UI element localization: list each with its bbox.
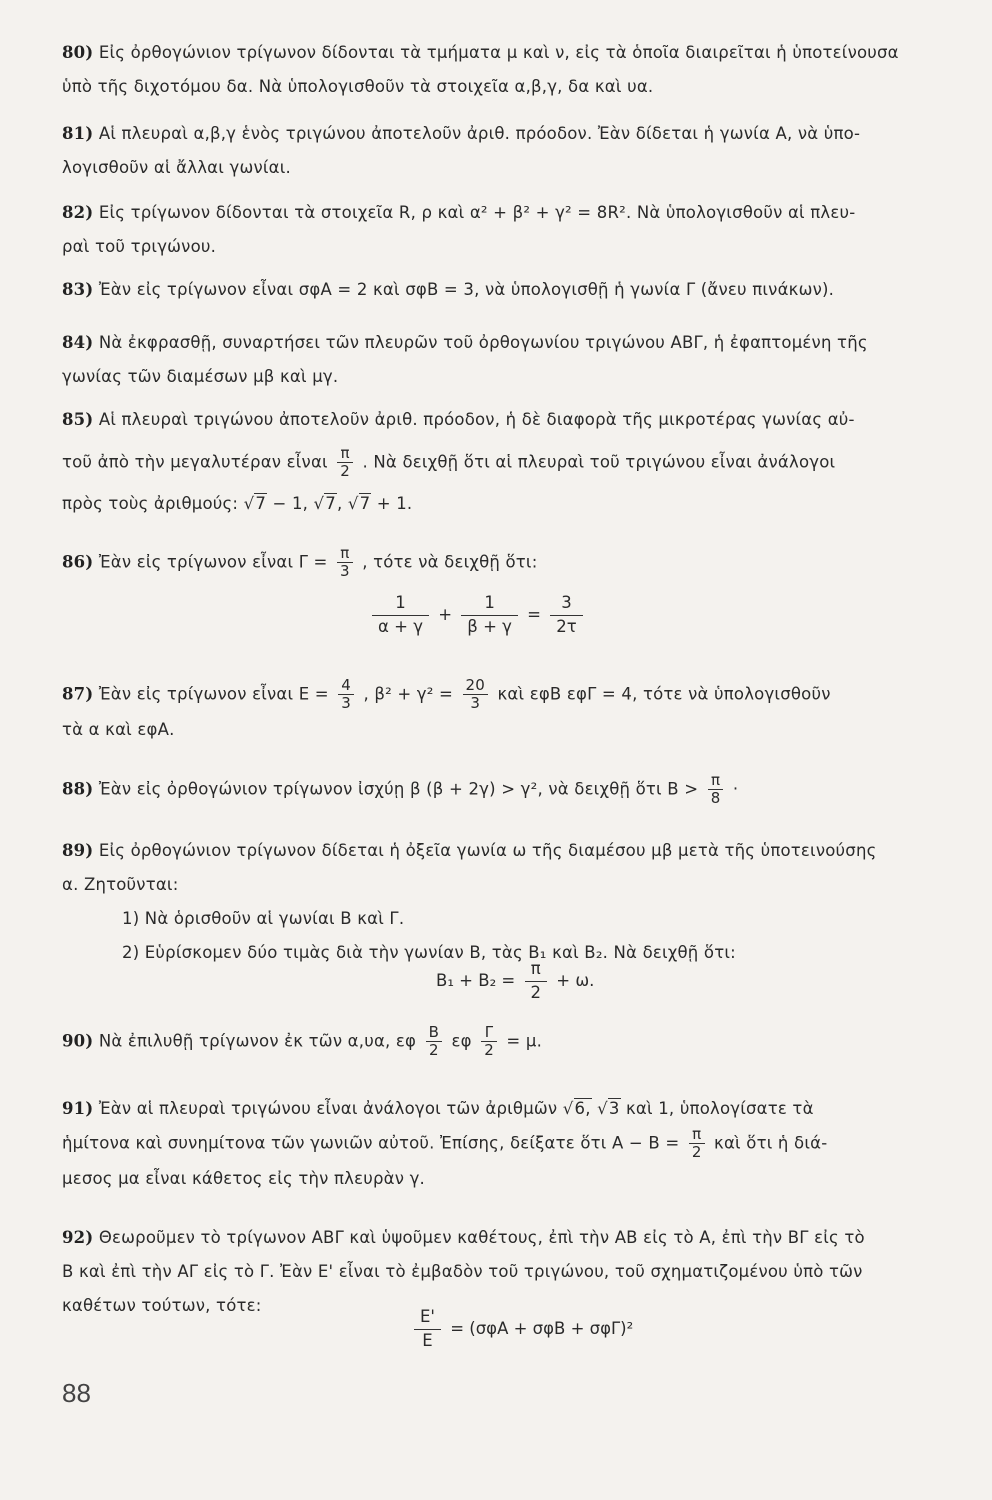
- problem-number: 88): [62, 779, 94, 799]
- page-number: 88: [62, 1378, 91, 1408]
- problem-number: 92): [62, 1228, 94, 1247]
- equation-92: $\frac{E'}{E}$ = (σφΑ + σφΒ + σφΓ)²: [410, 1306, 633, 1353]
- problem-number: 80): [62, 43, 94, 62]
- problem-86: 86) Ἐὰν εἰς τρίγωνον εἶναι Γ = $\frac{\pi}{3}$ , τότε νὰ δειχθῇ ὅτι:: [62, 544, 538, 581]
- problem-number: 89): [62, 841, 94, 860]
- equation-86: $\frac{1}{\alpha + \gamma}$ + $\frac{1}{\beta + \gamma}$ = $\frac{3}{2\tau}$: [368, 592, 587, 639]
- problem-85: 85) Αἱ πλευραὶ τριγώνου ἀποτελοῦν ἀριθ. πρόοδον, ἡ δὲ διαφορὰ τῆς μικροτέρας γωνίας αὐ- τοῦ ἀπὸ τὴν μεγαλυτέραν εἶναι $\frac{\pi}{2}$ . Νὰ δειχθῇ ὅτι αἱ πλευραὶ τοῦ τριγώνου εἶναι ἀνάλογοι πρὸς τοὺς ἀριθμούς: √7 − 1, √7, √7 + 1.: [62, 410, 855, 513]
- equation-89: Β₁ + Β₂ = $\frac{\pi}{2}$ + ω.: [436, 959, 595, 1002]
- problem-number: 87): [62, 684, 94, 704]
- problem-88: 88) Ἐὰν εἰς ὀρθογώνιον τρίγωνον ἰσχύῃ β (β + 2γ) > γ², νὰ δειχθῇ ὅτι Β > $\frac{\pi}{8}$ ·: [62, 771, 739, 808]
- problem-number: 82): [62, 203, 94, 222]
- problem-91: 91) Ἐὰν αἱ πλευραὶ τριγώνου εἶναι ἀνάλογοι τῶν ἀριθμῶν √6, √3 καὶ 1, ὑπολογίσατε τὰ ἡμίτονα καὶ συνημίτονα τῶν γωνιῶν αὐτοῦ. Ἐπίσης, δείξατε ὅτι Α − Β = $\frac{\pi}{2}$ καὶ ὅτι ἡ διά- μεσος μα εἶναι κάθετος εἰς τὴν πλευρὰν γ.: [62, 1099, 828, 1188]
- problem-87: 87) Ἐὰν εἰς τρίγωνον εἶναι Ε = $\frac{4}{3}$ , β² + γ² = $\frac{20}{3}$ καὶ εφΒ εφΓ = 4, τότε νὰ ὑπολογισθοῦν τὰ α καὶ εφΑ.: [62, 676, 831, 739]
- problem-92: 92) Θεωροῦμεν τὸ τρίγωνον ΑΒΓ καὶ ὑψοῦμεν καθέτους, ἐπὶ τὴν ΑΒ εἰς τὸ Α, ἐπὶ τὴν ΒΓ εἰς τὸ Β καὶ ἐπὶ τὴν ΑΓ εἰς τὸ Γ. Ἐὰν Ε' εἶναι τὸ ἐμβαδὸν τοῦ τριγώνου, τοῦ σχηματιζομένου ὑπὸ τῶν καθέτων τούτων, τότε:: [62, 1228, 865, 1315]
- problem-80: 80) Εἰς ὀρθογώνιον τρίγωνον δίδονται τὰ τμήματα μ καὶ ν, εἰς τὰ ὁποῖα διαιρεῖται ἡ ὑποτείνουσα ὑπὸ τῆς διχοτόμου δα. Νὰ ὑπολογισθοῦν τὰ στοιχεῖα α,β,γ, δα καὶ υα.: [62, 43, 899, 96]
- problem-number: 83): [62, 280, 94, 299]
- problem-81: 81) Αἱ πλευραὶ α,β,γ ἑνὸς τριγώνου ἀποτελοῦν ἀριθ. πρόοδον. Ἐὰν δίδεται ἡ γωνία Α, νὰ ὑπο- λογισθοῦν αἱ ἄλλαι γωνίαι.: [62, 124, 861, 177]
- problem-83: 83) Ἐὰν εἰς τρίγωνον εἶναι σφΑ = 2 καὶ σφΒ = 3, νὰ ὑπολογισθῇ ἡ γωνία Γ (ἄνευ πινάκων).: [62, 280, 835, 299]
- problem-89: 89) Εἰς ὀρθογώνιον τρίγωνον δίδεται ἡ ὀξεῖα γωνία ω τῆς διαμέσου μβ μετὰ τῆς ὑποτεινούσης α. Ζητοῦνται: 1) Νὰ ὁρισθοῦν αἱ γωνίαι Β καὶ Γ. 2) Εὑρίσκομεν δύο τιμὰς διὰ τὴν γωνίαν Β, τὰς Β₁ καὶ Β₂. Νὰ δειχθῇ ὅτι:: [62, 841, 877, 962]
- problem-number: 91): [62, 1099, 94, 1118]
- problem-90: 90) Νὰ ἐπιλυθῇ τρίγωνον ἐκ τῶν α,υα, εφ $\frac{B}{2}$ εφ $\frac{\Gamma}{2}$ = μ.: [62, 1023, 543, 1060]
- problem-82: 82) Εἰς τρίγωνον δίδονται τὰ στοιχεῖα R, ρ καὶ α² + β² + γ² = 8R². Νὰ ὑπολογισθοῦν αἱ πλευ- ραὶ τοῦ τριγώνου.: [62, 203, 856, 256]
- problem-number: 81): [62, 124, 94, 143]
- problem-number: 85): [62, 410, 94, 429]
- problem-number: 86): [62, 552, 94, 572]
- fraction-pi-over-3: $\frac{\pi}{3}$: [337, 545, 353, 581]
- problem-number: 84): [62, 333, 94, 352]
- fraction-pi-over-2: $\frac{\pi}{2}$: [337, 445, 353, 481]
- problem-84: 84) Νὰ ἐκφρασθῇ, συναρτήσει τῶν πλευρῶν τοῦ ὀρθογωνίου τριγώνου ΑΒΓ, ἡ ἐφαπτομένη τῆς γωνίας τῶν διαμέσων μβ καὶ μγ.: [62, 333, 868, 386]
- problem-number: 90): [62, 1031, 94, 1051]
